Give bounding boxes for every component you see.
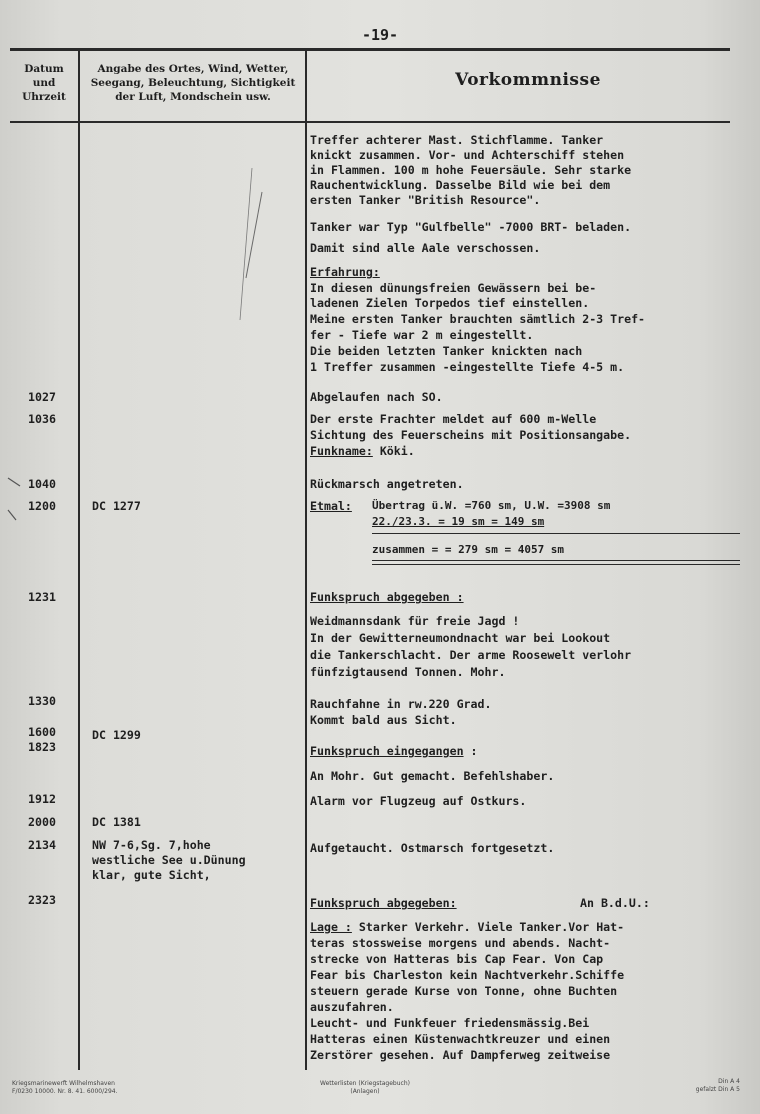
entry-line: die Tankerschlacht. Der arme Roosewelt verlohr	[310, 648, 632, 662]
entry-line: Hatteras einen Küstenwachtkreuzer und einen	[310, 1032, 611, 1046]
entry-line: Alarm vor Flugzeug auf Ostkurs.	[310, 794, 527, 808]
weather-line: NW 7-6,Sg. 7,hohe	[92, 838, 211, 852]
erfahrung-label: Erfahrung:	[310, 265, 380, 279]
entry-line: An Mohr. Gut gemacht. Befehlshaber.	[310, 769, 555, 783]
time-1036: 1036	[28, 412, 56, 426]
entry-line: Kommt bald aus Sicht.	[310, 713, 457, 727]
entry-line: Sichtung des Feuerscheins mit Positionsangabe.	[310, 428, 632, 442]
entry-line: steuern gerade Kurse von Tonne, ohne Buchten	[310, 984, 618, 998]
entry-line: Zerstörer gesehen. Auf Dampferweg zeitweise	[310, 1048, 611, 1062]
entry-line: ersten Tanker "British Resource".	[310, 193, 541, 207]
header-vorkommnisse: Vorkommnisse	[455, 70, 601, 90]
time-1231: 1231	[28, 590, 56, 604]
entry-line: ladenen Zielen Torpedos tief einstellen.	[310, 296, 590, 310]
time-1040: 1040	[28, 477, 56, 491]
entry-line: Der erste Frachter meldet auf 600 m-Welle	[310, 412, 597, 426]
etmal-row-2: 22./23.3. = 19 sm = 149 sm	[372, 515, 545, 528]
funkname-value: Köki.	[379, 444, 415, 458]
entry-line: Fear bis Charleston kein Nachtverkehr.Schiffe	[310, 968, 625, 982]
footer-center: Wetterlisten (Kriegstagebuch) (Anlagen)	[320, 1080, 410, 1095]
funkspruch-abgegeben-label: Funkspruch abgegeben :	[310, 590, 464, 604]
entry-line: Weidmannsdank für freie Jagd !	[310, 614, 520, 628]
location-dc-1299: DC 1299	[92, 728, 141, 742]
time-2134: 2134	[28, 838, 56, 852]
entry-line: Meine ersten Tanker brauchten sämtlich 2-3 Tref-	[310, 312, 646, 326]
funkspruch-eingegangen-line: Funkspruch eingegangen :	[310, 744, 478, 758]
entry-line: Aufgetaucht. Ostmarsch fortgesetzt.	[310, 841, 555, 855]
entry-line: In diesen dünungsfreien Gewässern bei be-	[310, 281, 597, 295]
funkspruch-eingegangen-label: Funkspruch eingegangen	[310, 744, 464, 758]
entry-line: fünfzigtausend Tonnen. Mohr.	[310, 665, 506, 679]
page-number: -19-	[361, 26, 399, 44]
funkname-label: Funkname:	[310, 444, 373, 458]
entry-line: Tanker war Typ "Gulfbelle" -7000 BRT- beladen.	[310, 220, 632, 234]
lage-label: Lage :	[310, 920, 352, 934]
header-ort: Angabe des Ortes, Wind, Wetter, Seegang, Beleuchtung, Sichtigkeit der Luft, Mondschein usw.	[90, 63, 296, 103]
entry-line: strecke von Hatteras bis Cap Fear. Von Cap	[310, 952, 604, 966]
entry-line: fer - Tiefe war 2 m eingestellt.	[310, 328, 534, 342]
lage-line: Lage : Starker Verkehr. Viele Tanker.Vor Hat-	[310, 920, 625, 934]
weather-line: klar, gute Sicht,	[92, 868, 211, 882]
entry-line: auszufahren.	[310, 1000, 394, 1014]
time-2323: 2323	[28, 893, 56, 907]
entry-line: 1 Treffer zusammen -eingestellte Tiefe 4-5 m.	[310, 360, 625, 374]
time-1912: 1912	[28, 792, 56, 806]
entry-line: Rauchentwicklung. Dasselbe Bild wie bei dem	[310, 178, 611, 192]
entry-line: Abgelaufen nach SO.	[310, 390, 443, 404]
entry-line: knickt zusammen. Vor- und Achterschiff stehen	[310, 148, 625, 162]
etmal-label: Etmal:	[310, 499, 352, 513]
time-1200: 1200	[28, 499, 56, 513]
location-dc-1381: DC 1381	[92, 815, 141, 829]
time-1600: 1600	[28, 725, 56, 739]
entry-line: Die beiden letzten Tanker knickten nach	[310, 344, 583, 358]
time-2000: 2000	[28, 815, 56, 829]
addressee: An B.d.U.:	[580, 896, 650, 910]
entry-line: Rauchfahne in rw.220 Grad.	[310, 697, 492, 711]
entry-line: teras stossweise morgens und abends. Nacht-	[310, 936, 611, 950]
etmal-row-1: Übertrag ü.W. =760 sm, U.W. =3908 sm	[372, 499, 611, 512]
weather-line: westliche See u.Dünung	[92, 853, 246, 867]
footer-left: Kriegsmarinewerft Wilhelmshaven F/0230 10000. Nr. 8. 41. 6000/294.	[12, 1080, 118, 1095]
entry-line: Leucht- und Funkfeuer friedensmässig.Bei	[310, 1016, 590, 1030]
time-1027: 1027	[28, 390, 56, 404]
location-dc-1277: DC 1277	[92, 499, 141, 513]
entry-line: In der Gewitterneumondnacht war bei Lookout	[310, 631, 611, 645]
entry-line: in Flammen. 100 m hohe Feuersäule. Sehr starke	[310, 163, 632, 177]
funkspruch-abgegeben-label-2: Funkspruch abgegeben:	[310, 896, 457, 910]
time-1330: 1330	[28, 694, 56, 708]
entry-line: Treffer achterer Mast. Stichflamme. Tanker	[310, 133, 604, 147]
entry-line: Damit sind alle Aale verschossen.	[310, 241, 541, 255]
footer-right: Din A 4 gefalzt Din A 5	[695, 1078, 740, 1093]
header-datum: Datum und Uhrzeit	[22, 63, 66, 103]
etmal-row-3: zusammen = = 279 sm = 4057 sm	[372, 543, 565, 556]
entry-line: Rückmarsch angetreten.	[310, 477, 464, 491]
time-1823: 1823	[28, 740, 56, 754]
